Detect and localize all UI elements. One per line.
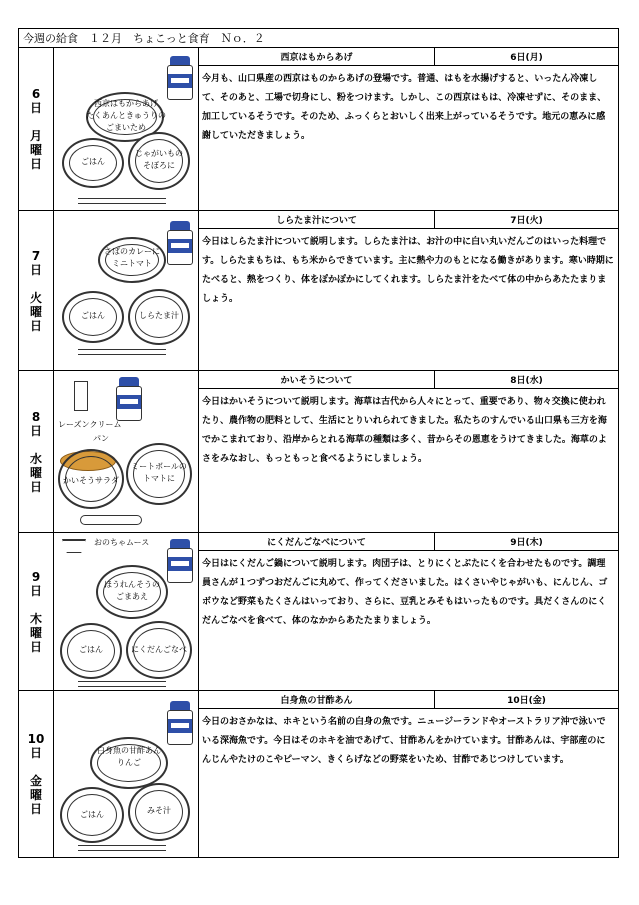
day-label: 9 日 木 曜 日: [19, 533, 54, 690]
day-row-9: [19, 533, 618, 691]
soup-label: ミートボールの トマトに: [131, 462, 187, 483]
day-row-8: [19, 371, 618, 533]
topic-date: 8日(水): [510, 376, 543, 386]
dessert-label: おのちゃムース: [94, 538, 150, 547]
side-dish-label: 白身魚の甘酢あん りんご: [97, 746, 161, 767]
chopsticks-icon: [78, 349, 166, 355]
soup-label: しらたま汁: [139, 311, 179, 320]
bread-label: パン: [93, 434, 109, 443]
rice-label: ごはん: [80, 810, 104, 819]
spoon-icon: [80, 515, 142, 525]
side-dish-label: さばのカレーに ミニトマト: [104, 247, 160, 268]
day-label: 10 日 金 曜 日: [19, 691, 54, 857]
topic-title: 西京はもからあげ: [199, 48, 435, 65]
soup-label: にくだんごなべ: [131, 645, 187, 654]
day-row-10: [19, 691, 618, 857]
topic-date: 6日(月): [510, 53, 543, 63]
day-label: 8 日 水 曜 日: [19, 371, 54, 532]
menu-illustration: [54, 533, 199, 690]
rice-label: ごはん: [81, 311, 105, 320]
side-dish-label: 西京はもからあげ たくあんときゅうりの ごまいため: [86, 99, 166, 132]
soup-label: みそ汁: [147, 806, 171, 815]
day-label: 7 日 火 曜 日: [19, 211, 54, 370]
rice-label: ごはん: [79, 645, 103, 654]
sheet-title: 今週の給食 １２月 ちょこっと食育 Ｎｏ．２: [19, 29, 618, 48]
topic-text: 今日のおさかなは、ホキという名前の白身の魚です。ニュージーランドやオーストラリア沖で泳いでいる深海魚です。今日はそのホキを油であげて、甘酢あんをかけています。甘酢あんは、宇部産のにんじんやたけのこやピーマン、きくらげなどの野菜をいため、甘酢であじつけしています。: [202, 717, 606, 765]
topic-text: 今日はかいそうについて説明します。海草は古代から人々にとって、重要であり、物々交換に使われたり、農作物の肥料として、生活にとりいれられてきました。私たちのすんでいる山口県も三方を海でかこまれており、沿岸からとれる海草の種類は多く、昔からその恩恵をうけてきました。海草のよさをみなおし、もっともっと食べるようにしましょう。: [202, 397, 607, 464]
chopsticks-icon: [78, 681, 166, 687]
menu-illustration: [54, 48, 199, 210]
chopsticks-icon: [78, 845, 166, 851]
topic-panel: [199, 533, 618, 690]
topic-title: にくだんごなべについて: [199, 533, 435, 550]
day-row-7: [19, 211, 618, 371]
day-label: 6 日 月 曜 日: [19, 48, 54, 210]
menu-illustration: [54, 211, 199, 370]
drink-label: レーズンクリーム: [58, 420, 122, 429]
milk-bottle-icon: [167, 701, 193, 745]
topic-text: 今日はしらたま汁について説明します。しらたま汁は、お汁の中に白い丸いだんごのはいった料理です。しらたまもちは、もち米からできています。主に熱や力のもとになる働きがあります。寒い時期にたべると、熱をつくり、体をぽかぽかにしてくれます。しらたま汁をたべて体の中からあたたまりましょう。: [202, 237, 614, 304]
day-row-6: [19, 48, 618, 211]
dessert-cup-icon: [62, 539, 86, 553]
side-dish-label: ほうれんそうの ごまあえ: [104, 580, 160, 601]
topic-text: 今日はにくだんご鍋について説明します。肉団子は、とりにくとぶたにくを合わせたものです。調理員さんが１つずつおだんごに丸めて、作ってくださいました。はくさいやじゃがいも、にんじん、ゴボウなど野菜もたくさんはいっており、さらに、豆乳とみそもはいったものです。具だくさんのにくだんごなべを食べて、体のなかからあたたまりましょう。: [202, 559, 608, 626]
rice-label: ごはん: [81, 157, 105, 166]
topic-panel: [199, 48, 618, 210]
menu-illustration: [54, 371, 199, 532]
topic-title: しらたま汁について: [199, 211, 435, 228]
chopsticks-icon: [78, 198, 166, 204]
milk-bottle-icon: [116, 377, 142, 421]
topic-panel: [199, 371, 618, 532]
milk-bottle-icon: [167, 221, 193, 265]
topic-panel: [199, 691, 618, 857]
topic-date: 10日(金): [507, 696, 546, 706]
topic-title: かいそうについて: [199, 371, 435, 388]
side-dish-label: かいそうサラダ: [63, 476, 119, 485]
soup-label: じゃがいもの そぼろに: [135, 149, 183, 170]
topic-title: 白身魚の甘酢あん: [199, 691, 435, 708]
topic-text: 今月も、山口県産の西京はものからあげの登場です。普通、はもを水揚げすると、いったん冷凍して、そのあと、工場で切身にし、粉をつけます。しかし、この西京はもは、冷凍せずに、そのまま、加工しているそうです。そのため、ふっくらとおいしく出来上がっているそうです。地元の恵みに感謝していただきましょう。: [202, 74, 607, 141]
topic-date: 9日(木): [510, 538, 543, 548]
topic-panel: [199, 211, 618, 370]
milk-carton-icon: [74, 381, 88, 411]
milk-bottle-icon: [167, 56, 193, 100]
menu-sheet: [18, 28, 619, 858]
topic-date: 7日(火): [510, 216, 543, 226]
menu-illustration: [54, 691, 199, 857]
